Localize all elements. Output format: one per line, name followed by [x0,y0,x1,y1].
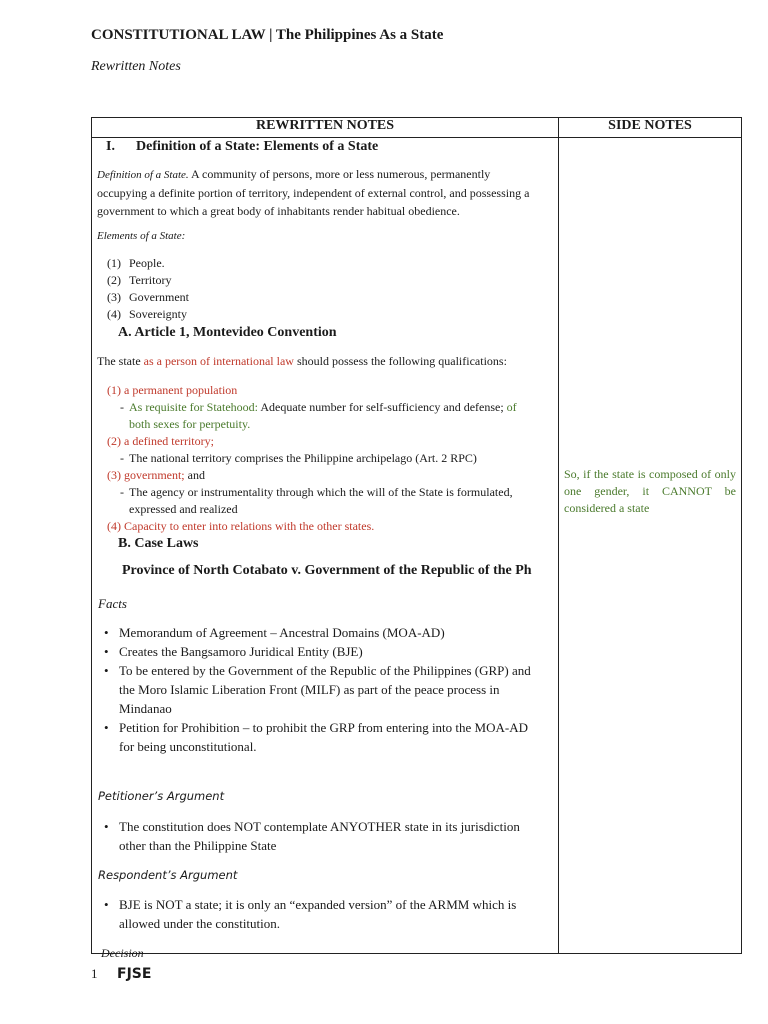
side-notes-cell [559,138,742,954]
detail-text: Adequate number for self-sufficiency and defense; [257,400,507,414]
detail-text: both sexes for perpetuity. [129,417,251,431]
list-item [104,895,554,914]
dash-marker: - [120,485,124,499]
list-text: Creates the Bangsamoro Juridical Entity (BJE) [119,644,363,659]
list-number: (4) [107,307,121,321]
list-number: (1) [107,256,121,270]
petitioner-label: Petitioner’s Argument [98,789,225,803]
respondent-label: Respondent’s Argument [98,868,238,882]
section-number: I. [106,139,115,154]
detail-text: The agency or instrumentality through which the will of the State is formulated, [129,485,513,499]
list-text: Mindanao [119,701,172,716]
qualification-text: (3) government; [107,468,185,482]
qualification-1-detail [120,399,553,433]
case-title: Province of North Cotabato v. Government of the Republic of the Ph [122,563,532,578]
list-text: People. [129,256,165,270]
list-text: Government [129,290,189,304]
intro-text: should possess the following qualifications: [293,354,507,368]
definition-label: Definition of a State. [97,169,189,181]
definition-line: occupying a definite portion of territory, independent of external control, and possessing a [97,186,530,200]
list-item [104,623,554,642]
column-header-side-notes: SIDE NOTES [559,118,742,138]
qualifications-intro [97,354,507,369]
definition-paragraph [97,165,553,220]
list-item [107,255,189,272]
bullet-marker: • [104,644,109,659]
qualification-3-detail [120,484,553,518]
qualification-2: (2) a defined territory; [107,434,214,448]
column-header-rewritten-notes: REWRITTEN NOTES [92,118,559,138]
page-number: 1 [91,966,98,981]
bullet-marker: • [104,625,109,640]
qualification-3 [107,467,553,484]
subheading-a: A. Article 1, Montevideo Convention [118,325,337,340]
page-subtitle: Rewritten Notes [91,59,181,74]
bullet-marker: • [104,720,109,735]
section-title: Definition of a State: Elements of a State [136,139,379,154]
list-text: Sovereignty [129,307,187,321]
side-note: So, if the state is composed of only one gender, it CANNOT be considered a state [564,467,736,515]
dash-marker: - [120,451,124,465]
list-text: Petition for Prohibition – to prohibit the GRP from entering into the MOA-AD [119,720,528,735]
respondent-list [104,895,554,933]
intro-highlight: as a person of international law [143,354,294,368]
list-item [104,661,554,680]
qualification-4: (4) Capacity to enter into relations with the other states. [107,519,375,533]
bullet-marker: • [104,897,109,912]
list-text: the Moro Islamic Liberation Front (MILF) as part of the peace process in [119,682,500,697]
list-text: BJE is NOT a state; it is only an “expanded version” of the ARMM which is [119,897,517,912]
detail-text: expressed and realized [129,502,238,516]
list-item [104,642,554,661]
subheading-b: B. Case Laws [118,536,199,551]
detail-text: The national territory comprises the Philippine archipelago (Art. 2 RPC) [129,451,477,465]
list-text: other than the Philippine State [119,838,277,853]
list-item [107,272,189,289]
list-number: (2) [107,273,121,287]
list-item [104,817,554,836]
rewritten-notes-cell [92,138,559,960]
detail-highlight: As requisite for Statehood: [129,400,258,414]
qualification-text: and [184,468,205,482]
section-heading-1 [106,139,378,155]
detail-highlight: of [506,400,517,414]
decision-label: Decision [101,946,144,960]
facts-list [104,623,554,756]
notes-table [91,117,742,960]
facts-label: Facts [98,596,127,611]
list-text: allowed under the constitution. [119,916,281,931]
list-item [107,289,189,306]
list-number: (3) [107,290,121,304]
definition-line: A community of persons, more or less numerous, permanently [191,167,491,181]
list-text: To be entered by the Government of the Republic of the Philippines (GRP) and [119,663,531,678]
list-item [107,306,189,323]
bullet-marker: • [104,663,109,678]
qualification-2-detail [120,450,553,467]
definition-line: government to which a great body of inhabitants render habitual obedience. [97,204,460,218]
footer-brand: FJSE [117,966,152,982]
intro-text: The state [97,354,144,368]
list-text: The constitution does NOT contemplate ANYOTHER state in its jurisdiction [119,819,520,834]
elements-list [107,255,189,323]
list-text: Territory [129,273,172,287]
page-title: CONSTITUTIONAL LAW | The Philippines As a State [91,27,444,43]
qualification-1: (1) a permanent population [107,383,238,397]
petitioner-list [104,817,554,855]
list-item [104,718,554,737]
elements-label: Elements of a State: [97,230,186,242]
dash-marker: - [120,400,124,414]
list-text: for being unconstitutional. [119,739,257,754]
bullet-marker: • [104,819,109,834]
list-text: Memorandum of Agreement – Ancestral Domains (MOA-AD) [119,625,445,640]
